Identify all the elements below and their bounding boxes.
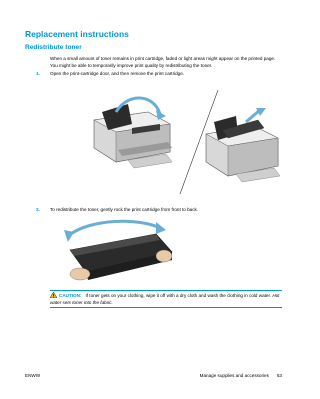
step-number: 2. bbox=[36, 207, 40, 212]
caution-rule-top bbox=[50, 290, 282, 291]
page-heading: Replacement instructions bbox=[25, 29, 129, 39]
remove-cartridge-illustration bbox=[202, 108, 282, 188]
section-heading: Redistribute toner bbox=[25, 44, 82, 51]
intro-paragraph: When a small amount of toner remains in print cartridge, faded or light areas might appear on the printed page. You might be able to temporarily improve print quality by redistributing the toner. bbox=[50, 56, 276, 68]
caution-text: If toner gets on your clothing, wipe it off with a dry cloth and wash the clothing in cold water. bbox=[85, 293, 272, 298]
caution-note bbox=[50, 292, 282, 306]
rock-cartridge-illustration bbox=[60, 216, 178, 286]
step-text: To redistribute the toner, gently rock the print cartridge from front to back. bbox=[50, 207, 199, 212]
caution-label: CAUTION: bbox=[59, 293, 82, 298]
page-number: 53 bbox=[276, 373, 282, 378]
caution-emphasis: Hot water sets toner into the fabric. bbox=[50, 293, 280, 305]
caution-rule-bottom bbox=[50, 307, 282, 308]
step-text: Open the print-cartridge door, and then remove the print cartridge. bbox=[50, 71, 185, 76]
step-number: 1. bbox=[36, 71, 40, 76]
footer-left: ENWW bbox=[25, 373, 41, 378]
caution-triangle-icon bbox=[50, 292, 57, 298]
footer-section: Manage supplies and accessories bbox=[199, 373, 269, 378]
footer-right bbox=[200, 373, 282, 378]
printer-door-open-illustration bbox=[88, 90, 176, 170]
